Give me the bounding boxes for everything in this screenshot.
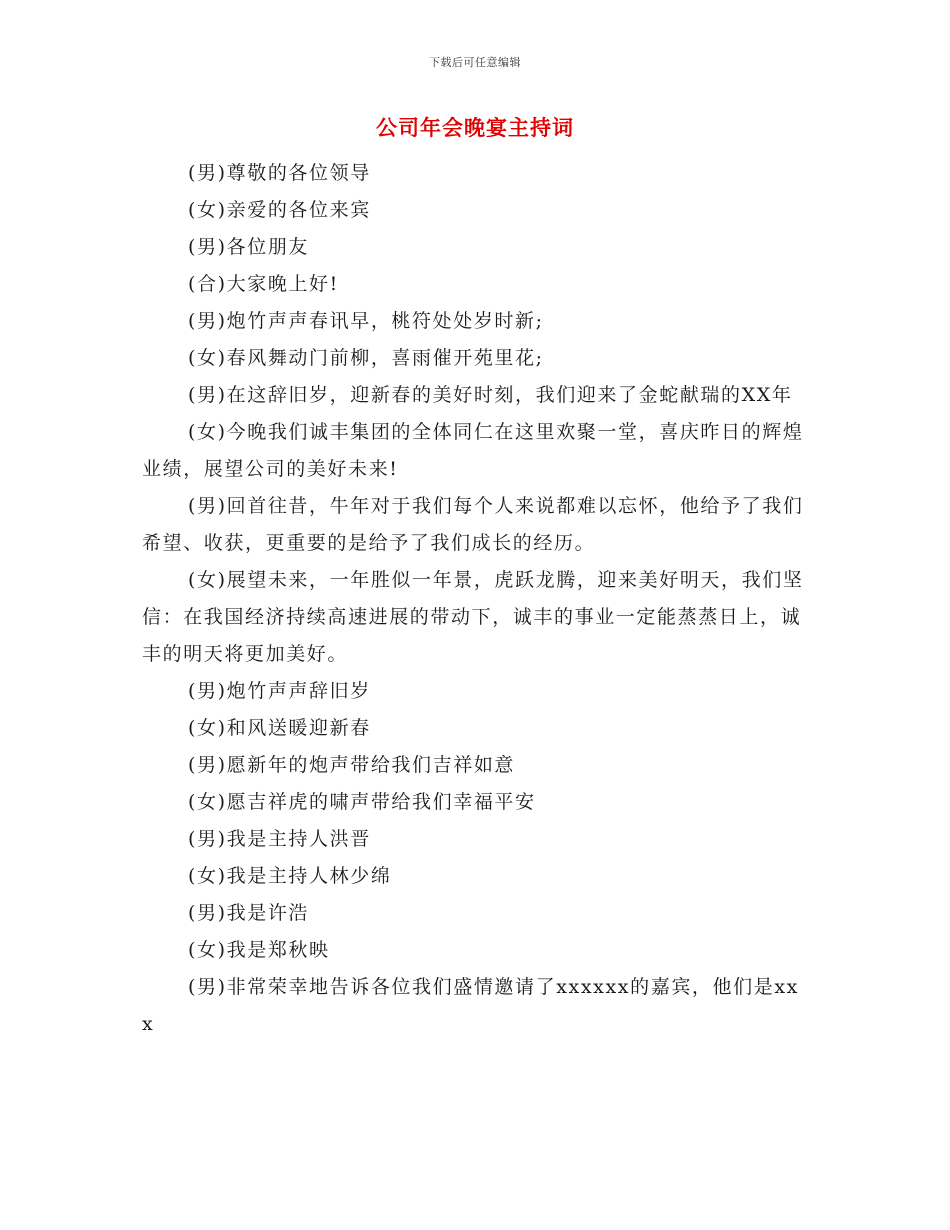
- paragraph: (男)我是主持人洪晋: [188, 828, 371, 850]
- paragraph: (女)我是郑秋映: [188, 939, 330, 961]
- header-note: 下载后可任意编辑: [429, 56, 521, 69]
- paragraph: (女)春风舞动门前柳，喜雨催开苑里花;: [188, 347, 544, 369]
- paragraph: (男)炮竹声声春讯早，桃符处处岁时新;: [188, 310, 544, 332]
- paragraph: (男)在这辞旧岁，迎新春的美好时刻，我们迎来了金蛇献瑞的XX年: [188, 384, 793, 406]
- paragraph: (女)亲爱的各位来宾: [188, 199, 371, 221]
- paragraph: (男)各位朋友: [188, 236, 310, 258]
- paragraph: (男)愿新年的炮声带给我们吉祥如意: [188, 754, 516, 776]
- document-body: [142, 155, 810, 1043]
- paragraph: (男)我是许浩: [188, 902, 310, 924]
- paragraph: (女)愿吉祥虎的啸声带给我们幸福平安: [188, 791, 536, 813]
- paragraph: (男)回首往昔，牛年对于我们每个人来说都难以忘怀，他给予了我们希望、收获，更重要的是给予了我们成长的经历。: [142, 495, 804, 554]
- paragraph: (女)和风送暖迎新春: [188, 717, 371, 739]
- paragraph: (女)我是主持人林少绵: [188, 865, 392, 887]
- paragraph: (女)展望未来，一年胜似一年景，虎跃龙腾，迎来美好明天，我们坚信：在我国经济持续高速进展的带动下，诚丰的事业一定能蒸蒸日上，诚丰的明天将更加美好。: [142, 569, 804, 665]
- document-title: 公司年会晚宴主持词: [376, 115, 574, 140]
- paragraph: (男)炮竹声声辞旧岁: [188, 680, 371, 702]
- paragraph: (男)尊敬的各位领导: [188, 162, 371, 184]
- paragraph: (合)大家晚上好!: [188, 273, 339, 295]
- paragraph: (女)今晚我们诚丰集团的全体同仁在这里欢聚一堂，喜庆昨日的辉煌业绩，展望公司的美好未来!: [142, 421, 804, 480]
- paragraph: (男)非常荣幸地告诉各位我们盛情邀请了xxxxxx的嘉宾，他们是xxx: [142, 976, 799, 1035]
